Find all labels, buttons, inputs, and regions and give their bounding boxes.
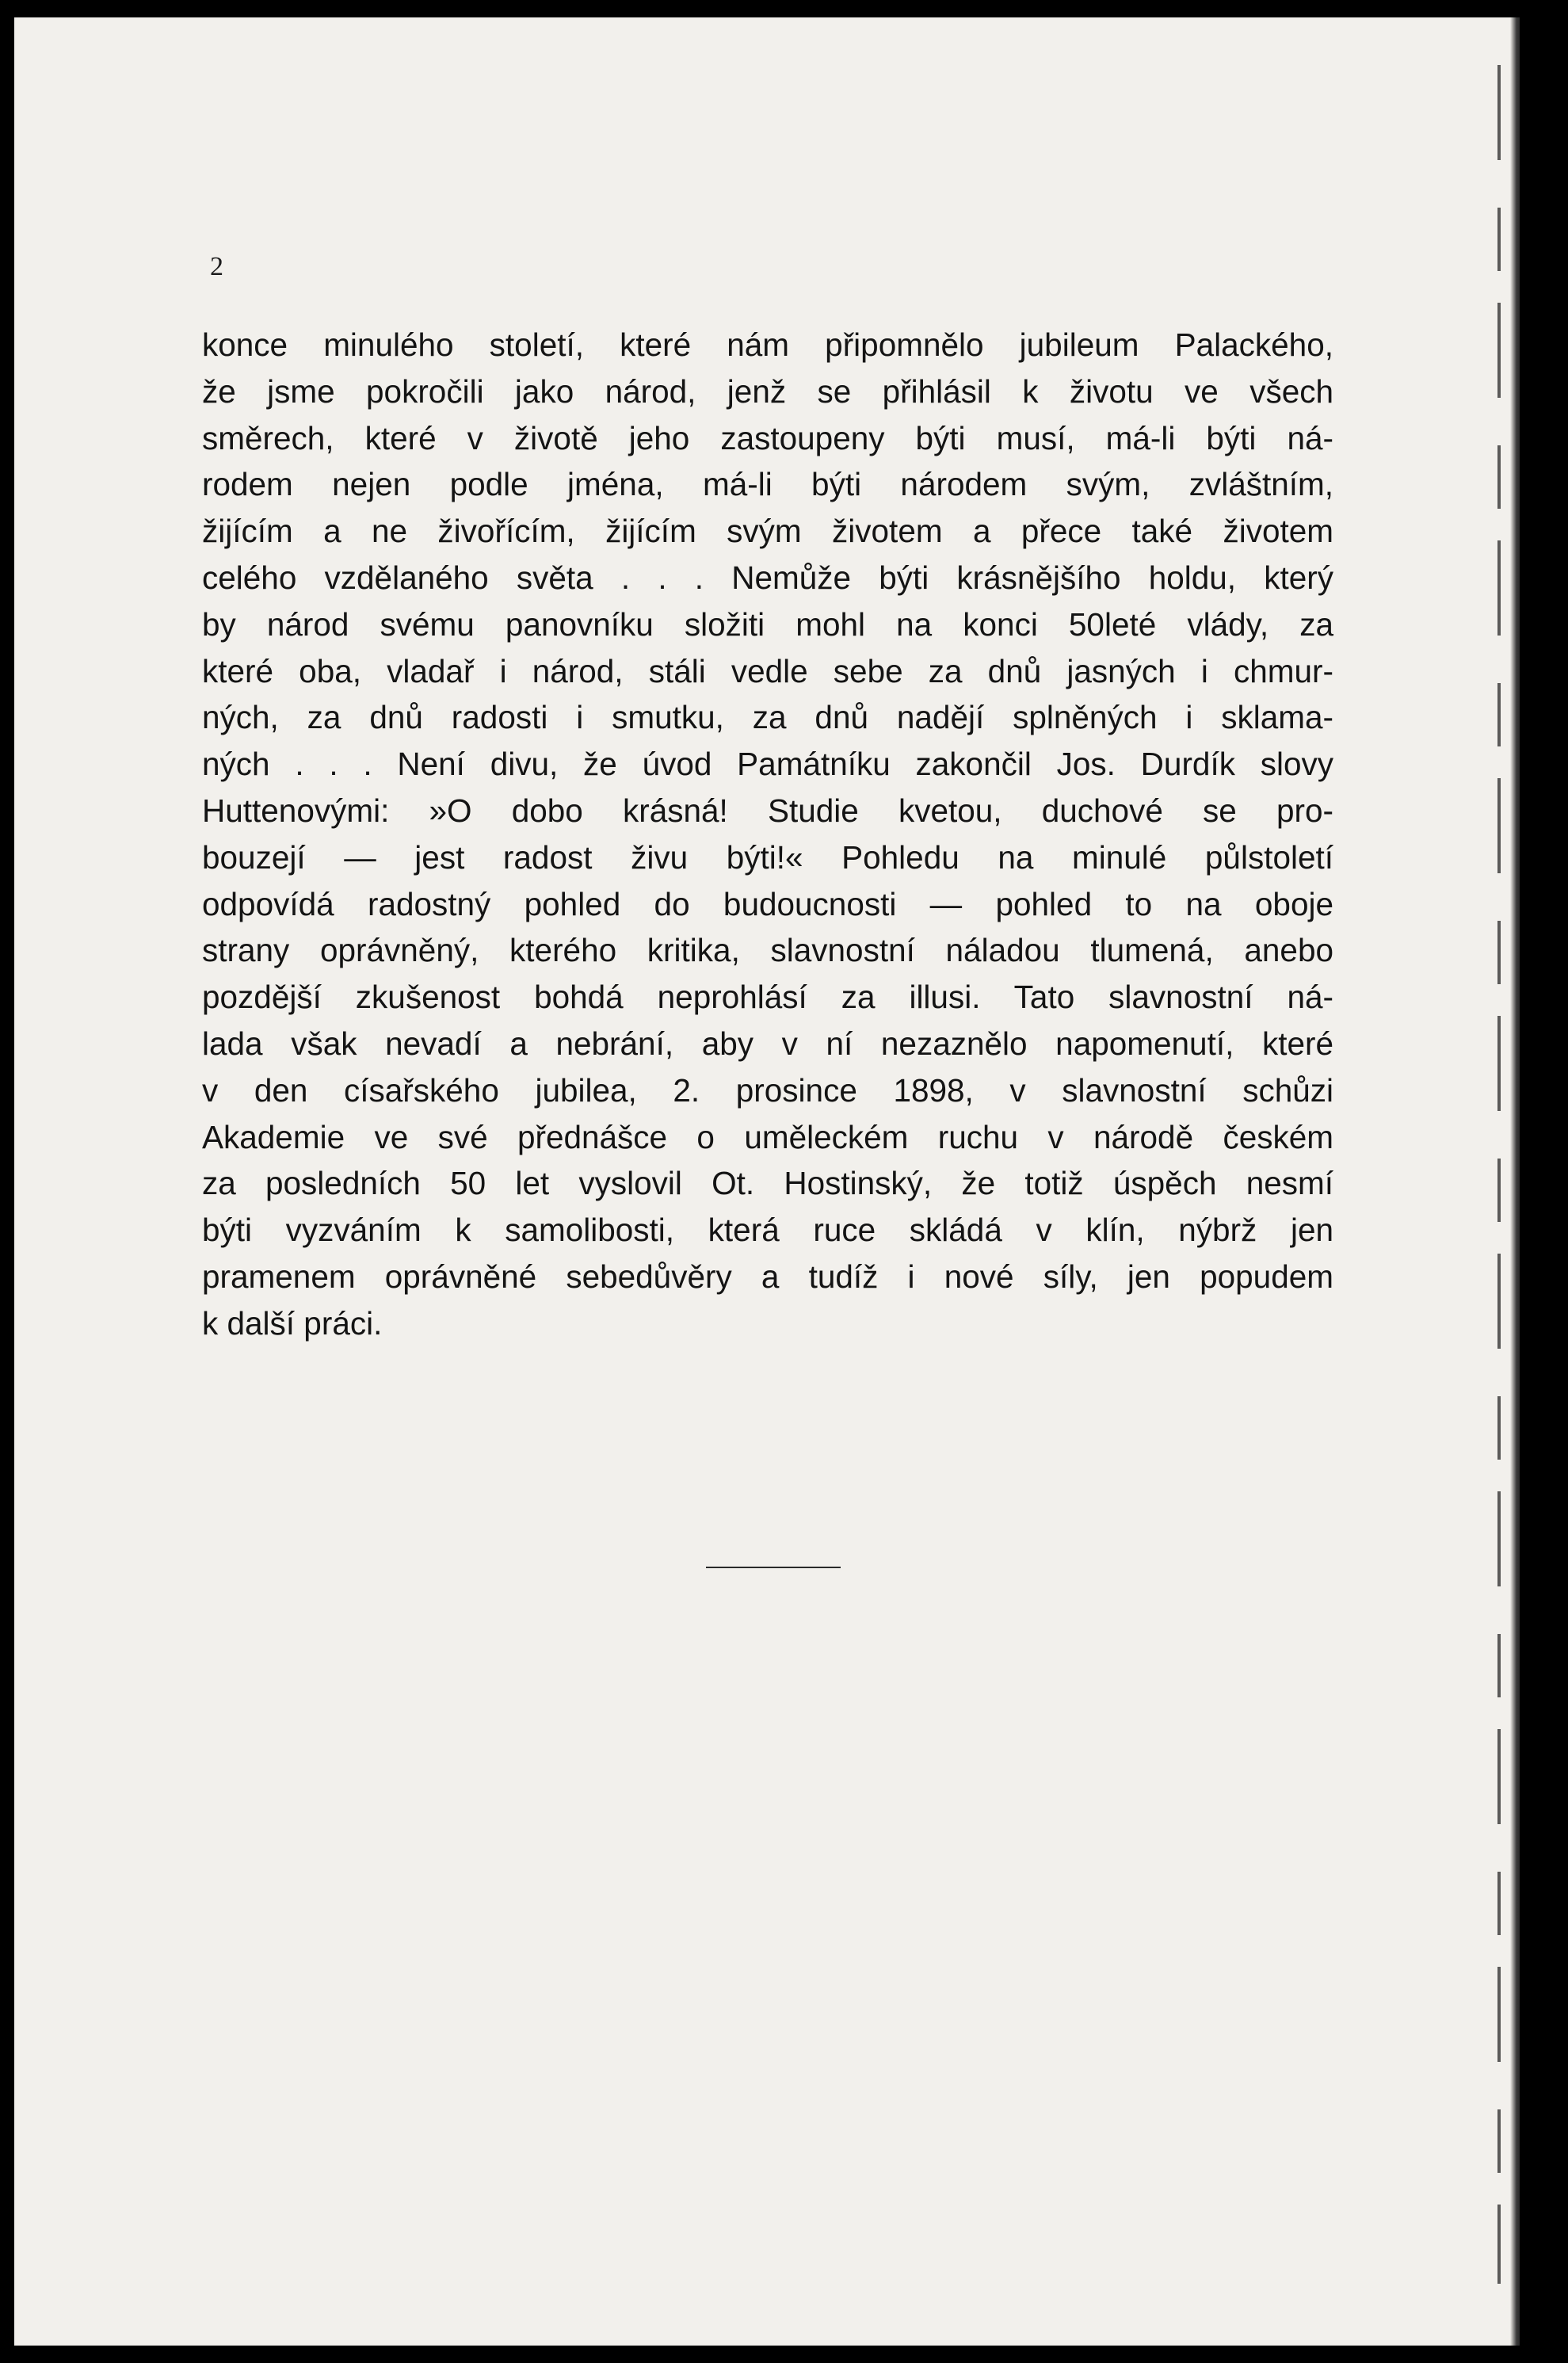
text-line: k další práci. <box>202 1304 383 1342</box>
text-line: Akademie ve své přednášce o uměleckém ruchu v národě českém <box>202 1118 1333 1155</box>
text-line: celého vzdělaného světa . . . Nemůže býti krásnějšího holdu, který <box>202 559 1333 596</box>
text-line: které oba, vladař i národ, stáli vedle sebe za dnů jasných i chmur- <box>202 652 1333 689</box>
text-line: za posledních 50 let vyslovil Ot. Hostinský, že totiž úspěch nesmí <box>202 1165 1333 1202</box>
page-number: 2 <box>210 252 223 281</box>
text-line: bouzejí — jest radost živu býti!« Pohledu na minulé půlstoletí <box>202 838 1333 876</box>
text-line: že jsme pokročili jako národ, jenž se přihlásil k životu ve všech <box>202 372 1333 410</box>
text-line: ných, za dnů radosti i smutku, za dnů nadějí splněných i sklama- <box>202 699 1333 736</box>
text-line: odpovídá radostný pohled do budoucnosti — pohled to na oboje <box>202 885 1333 922</box>
section-divider <box>706 1567 841 1568</box>
text-line: lada však nevadí a nebrání, aby v ní nezaznělo napomenutí, které <box>202 1025 1333 1062</box>
text-line: Huttenovými: »O dobo krásná! Studie kvetou, duchové se pro- <box>202 792 1333 829</box>
text-line: v den císařského jubilea, 2. prosince 1898, v slavnostní schůzi <box>202 1071 1333 1109</box>
text-line: pramenem oprávněné sebedůvěry a tudíž i nové síly, jen popudem <box>202 1258 1333 1295</box>
scanned-page <box>14 17 1520 2346</box>
text-line: býti vyzváním k samolibosti, která ruce skládá v klín, nýbrž jen <box>202 1212 1333 1249</box>
text-line: ných . . . Není divu, že úvod Památníku zakončil Jos. Durdík slovy <box>202 746 1333 783</box>
text-line: rodem nejen podle jména, má-li býti národem svým, zvláštním, <box>202 466 1333 503</box>
text-line: směrech, které v životě jeho zastoupeny býti musí, má-li býti ná- <box>202 419 1333 456</box>
scan-edge-shadow <box>1510 17 1520 2346</box>
text-line: strany oprávněný, kterého kritika, slavnostní náladou tlumená, anebo <box>202 932 1333 969</box>
text-line: by národ svému panovníku složiti mohl na konci 50leté vlády, za <box>202 605 1333 643</box>
text-line: žijícím a ne živořícím, žijícím svým životem a přece také životem <box>202 513 1333 550</box>
text-line: pozdější zkušenost bohdá neprohlásí za illusi. Tato slavnostní ná- <box>202 979 1333 1016</box>
body-paragraph <box>202 322 1333 1347</box>
scan-edge-artifact <box>1497 65 1501 2284</box>
text-line: konce minulého století, které nám připomnělo jubileum Palackého, <box>202 326 1333 363</box>
